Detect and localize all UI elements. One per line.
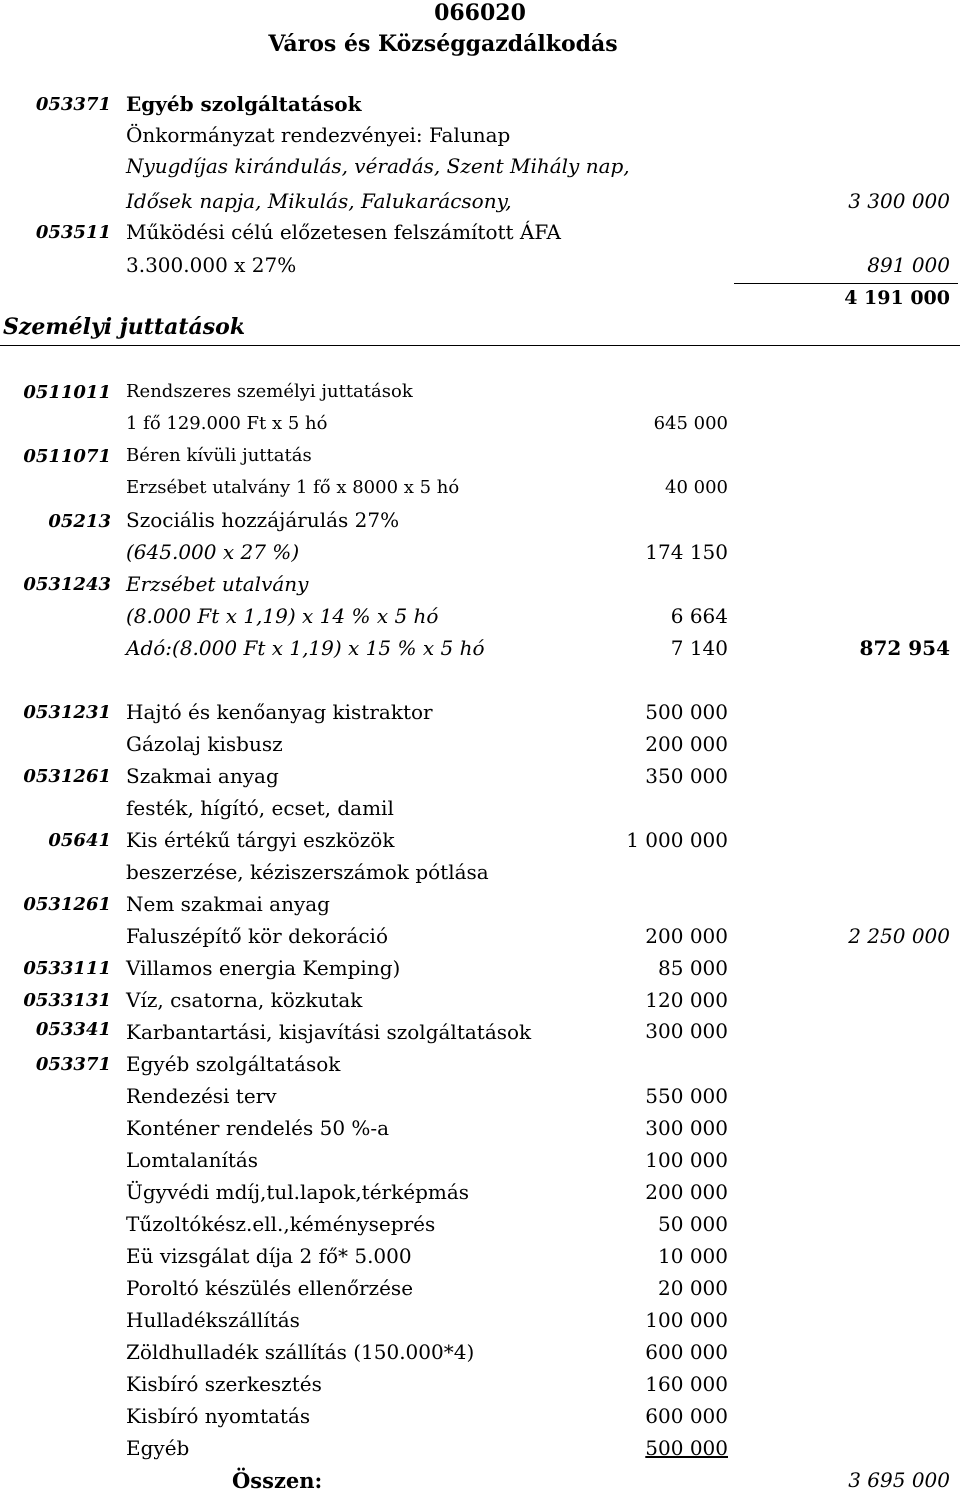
account-code: 0531243	[23, 574, 111, 595]
item-label: Kis értékű tárgyi eszközök	[126, 828, 395, 852]
line-total: 2 250 000	[848, 924, 950, 948]
item-amount: 40 000	[665, 477, 728, 498]
item-amount: 20 000	[658, 1276, 728, 1300]
item-label: Karbantartási, kisjavítási szolgáltatások	[126, 1020, 532, 1044]
item-label: Nyugdíjas kirándulás, véradás, Szent Mihály nap,	[126, 154, 630, 178]
item-label: Egyéb	[126, 1436, 190, 1460]
item-amount: 120 000	[645, 988, 728, 1012]
item-amount: 200 000	[645, 732, 728, 756]
item-amount: 7 140	[670, 636, 728, 660]
section-total: 4 191 000	[844, 287, 950, 309]
item-label: Nem szakmai anyag	[126, 892, 330, 916]
item-label: Konténer rendelés 50 %-a	[126, 1116, 390, 1140]
item-amount: 160 000	[645, 1372, 728, 1396]
item-label: Zöldhulladék szállítás (150.000*4)	[126, 1340, 475, 1364]
item-label: Eü vizsgálat díja 2 fő* 5.000	[126, 1244, 412, 1268]
item-label: Erzsébet utalvány	[126, 572, 309, 596]
item-amount: 1 000 000	[626, 828, 728, 852]
section-divider	[0, 345, 960, 346]
item-label: (645.000 x 27 %)	[126, 540, 300, 564]
account-code: 0531261	[23, 894, 111, 915]
sum-rule	[734, 283, 958, 284]
item-amount: 100 000	[645, 1148, 728, 1172]
item-label: Szociális hozzájárulás 27%	[126, 508, 400, 532]
item-amount: 200 000	[645, 1180, 728, 1204]
item-label: 3.300.000 x 27%	[126, 253, 297, 277]
item-label: Lomtalanítás	[126, 1148, 259, 1172]
item-label: Erzsébet utalvány 1 fő x 8000 x 5 hó	[126, 477, 460, 498]
item-label: Hulladékszállítás	[126, 1308, 300, 1332]
account-code: 053371	[35, 94, 111, 115]
account-code: 05641	[48, 830, 111, 851]
account-code: 053371	[35, 1054, 111, 1075]
item-label: Egyéb szolgáltatások	[126, 1052, 341, 1076]
item-amount: 645 000	[653, 413, 728, 434]
item-label: beszerzése, kéziszerszámok pótlása	[126, 860, 489, 884]
item-label: Villamos energia Kemping)	[126, 956, 401, 980]
item-label: Szakmai anyag	[126, 764, 279, 788]
item-label: Kisbíró nyomtatás	[126, 1404, 311, 1428]
item-amount: 174 150	[645, 540, 728, 564]
item-label: Rendszeres személyi juttatások	[126, 381, 413, 402]
account-code: 053341	[35, 1019, 111, 1040]
account-code: 0531231	[23, 702, 111, 723]
item-label: Rendezési terv	[126, 1084, 277, 1108]
item-amount: 50 000	[658, 1212, 728, 1236]
item-label: 1 fő 129.000 Ft x 5 hó	[126, 413, 328, 434]
item-amount: 500 000	[645, 700, 728, 724]
item-amount: 6 664	[670, 604, 728, 628]
line-total: 3 300 000	[848, 189, 950, 213]
line-total: 872 954	[859, 636, 950, 660]
item-amount: 100 000	[645, 1308, 728, 1332]
account-code: 0511011	[23, 382, 111, 403]
item-label: Béren kívüli juttatás	[126, 445, 312, 466]
item-amount: 300 000	[645, 1116, 728, 1140]
item-amount: 10 000	[658, 1244, 728, 1268]
section-heading: Személyi juttatások	[3, 314, 246, 340]
item-label: Poroltó készülés ellenőrzése	[126, 1276, 414, 1300]
account-code: 0531261	[23, 766, 111, 787]
item-amount: 500 000	[645, 1436, 728, 1460]
account-code: 0533131	[23, 990, 111, 1011]
item-label: Egyéb szolgáltatások	[126, 92, 362, 116]
document-title: Város és Községgazdálkodás	[268, 31, 618, 57]
item-amount: 200 000	[645, 924, 728, 948]
item-amount: 600 000	[645, 1404, 728, 1428]
item-label: (8.000 Ft x 1,19) x 14 % x 5 hó	[126, 604, 439, 628]
account-code: 053511	[35, 222, 111, 243]
item-label: Önkormányzat rendezvényei: Falunap	[126, 123, 511, 147]
grand-total: 3 695 000	[848, 1468, 950, 1492]
item-label: Víz, csatorna, közkutak	[126, 988, 363, 1012]
item-label: festék, hígító, ecset, damil	[126, 796, 394, 820]
item-amount: 85 000	[658, 956, 728, 980]
item-label: Tűzoltókész.ell.,kéményseprés	[126, 1212, 436, 1236]
account-code: 0533111	[23, 958, 111, 979]
item-amount: 350 000	[645, 764, 728, 788]
item-label: Ügyvédi mdíj,tul.lapok,térképmás	[126, 1180, 470, 1204]
account-code: 0511071	[23, 446, 111, 467]
item-amount: 550 000	[645, 1084, 728, 1108]
item-amount: 300 000	[645, 1019, 728, 1043]
item-label: Adó:(8.000 Ft x 1,19) x 15 % x 5 hó	[126, 636, 485, 660]
item-label: Hajtó és kenőanyag kistraktor	[126, 700, 433, 724]
account-code: 05213	[48, 511, 111, 532]
line-total: 891 000	[867, 253, 950, 277]
item-label: Faluszépítő kör dekoráció	[126, 924, 388, 948]
item-amount: 600 000	[645, 1340, 728, 1364]
grand-total-label: Összen:	[232, 1468, 323, 1493]
item-label: Működési célú előzetesen felszámított ÁFA	[126, 220, 561, 244]
item-label: Gázolaj kisbusz	[126, 732, 283, 756]
item-label: Kisbíró szerkesztés	[126, 1372, 322, 1396]
item-label: Idősek napja, Mikulás, Falukarácsony,	[126, 189, 512, 213]
document-code: 066020	[434, 0, 526, 26]
